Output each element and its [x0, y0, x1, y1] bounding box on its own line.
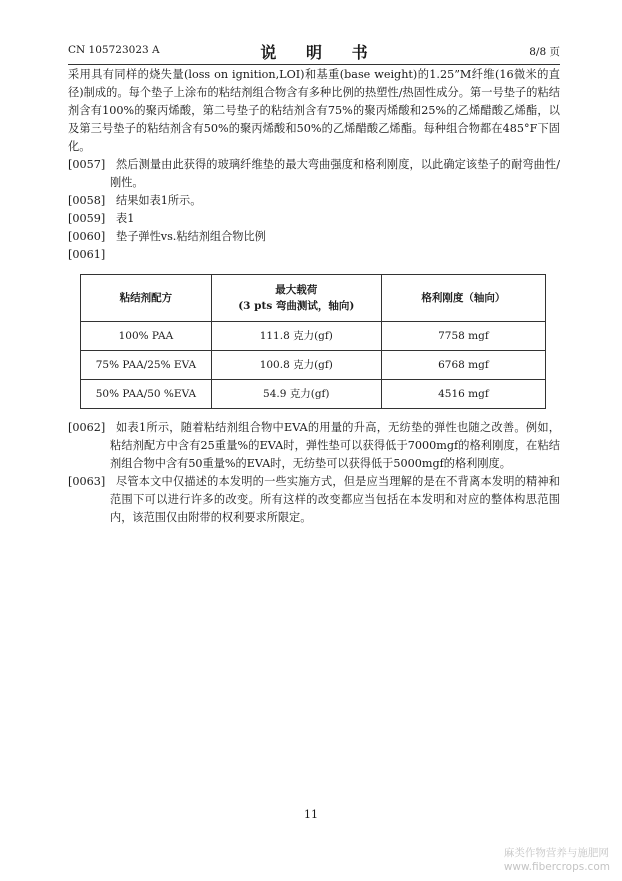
- document-title: 说 明 书: [260, 43, 380, 62]
- paragraph-text: 结果如表1所示。: [116, 194, 202, 207]
- intro-paragraph: 采用具有同样的烧失量(loss on ignition,LOI)和基重(base weight)的1.25”M纤维(16微米的直径)制成的。每个垫子上涂布的粘结剂组合物含有多种比例的热塑性/热固性成分。第一号垫子的粘结剂含有100%的聚丙烯酸，第二号垫子的粘结剂含有75%的聚丙烯酸和25%的乙烯醋酸乙烯酯，以及第三号垫子的粘结剂含有50%的聚丙烯酸和50%的乙烯醋酸乙烯酯。每种组合物都在485°F下固化。: [68, 68, 560, 153]
- paragraph-0057: [68, 156, 560, 192]
- cell-load: 111.8 克力(gf): [211, 322, 381, 351]
- cell-formula: 75% PAA/25% EVA: [81, 351, 212, 380]
- table-row: [81, 380, 546, 409]
- paragraph-0063: [68, 473, 560, 527]
- watermark-site-name: 麻类作物营养与施肥网: [503, 847, 609, 859]
- watermark: [504, 846, 610, 874]
- page-number: 11: [304, 808, 318, 821]
- paragraph-text: 垫子弹性vs.粘结剂组合物比例: [116, 230, 266, 243]
- paragraph-number: [0063]: [68, 475, 106, 488]
- cell-formula: 100% PAA: [81, 322, 212, 351]
- cell-stiffness: 7758 mgf: [381, 322, 545, 351]
- header-max-load-subtitle: (3 pts 弯曲测试，轴向): [238, 300, 355, 312]
- header-max-load: [211, 275, 381, 322]
- header-max-load-title: 最大载荷: [275, 284, 318, 296]
- table-header-row: [81, 275, 546, 322]
- paragraph-number: [0059]: [68, 212, 106, 225]
- page-header: [68, 40, 560, 65]
- paragraph-number: [0061]: [68, 248, 106, 261]
- paragraph-text: 表1: [116, 212, 135, 225]
- cell-load: 54.9 克力(gf): [211, 380, 381, 409]
- paragraph-text: [110, 246, 560, 264]
- paragraph-number: [0062]: [68, 421, 106, 434]
- paragraph-text: 尽管本文中仅描述的本发明的一些实施方式，但是应当理解的是在不背离本发明的精神和范围下可以进行许多的改变。所有这样的改变都应当包括在本发明和对应的整体构思范围内，该范围仅由附带的权利要求所限定。: [110, 475, 560, 524]
- paragraph-number: [0060]: [68, 230, 106, 243]
- cell-stiffness: 4516 mgf: [381, 380, 545, 409]
- paragraph-number: [0057]: [68, 158, 106, 171]
- paragraph-number: [0058]: [68, 194, 106, 207]
- paragraph-text: 然后测量由此获得的玻璃纤维垫的最大弯曲强度和格利刚度，以此确定该垫子的耐弯曲性/刚性。: [110, 158, 560, 189]
- document-body: [68, 66, 560, 527]
- watermark-url: www.fibercrops.com: [503, 861, 610, 873]
- paragraph-text: 如表1所示，随着粘结剂组合物中EVA的用量的升高，无纺垫的弹性也随之改善。例如，粘结剂配方中含有25重量%的EVA时，弹性垫可以获得低于7000mgf的格利刚度，在粘结剂组合物中含有50重量%的EVA时，无纺垫可以获得低于5000mgf的格利刚度。: [110, 421, 560, 470]
- cell-load: 100.8 克力(gf): [211, 351, 381, 380]
- paragraph-0062: [68, 419, 560, 473]
- paragraph-0059: [68, 210, 560, 228]
- patent-number: CN 105723023 A: [68, 44, 160, 56]
- header-gurley-stiffness: 格利刚度（轴向）: [381, 275, 545, 322]
- header-formula: 粘结剂配方: [81, 275, 212, 322]
- table-row: [81, 351, 546, 380]
- paragraph-0061: [68, 246, 560, 264]
- cell-formula: 50% PAA/50 %EVA: [81, 380, 212, 409]
- cell-stiffness: 6768 mgf: [381, 351, 545, 380]
- table-row: [81, 322, 546, 351]
- page-indicator: 8/8 页: [529, 46, 560, 58]
- paragraph-0058: [68, 192, 560, 210]
- paragraph-0060: [68, 228, 560, 246]
- results-table: [80, 274, 546, 409]
